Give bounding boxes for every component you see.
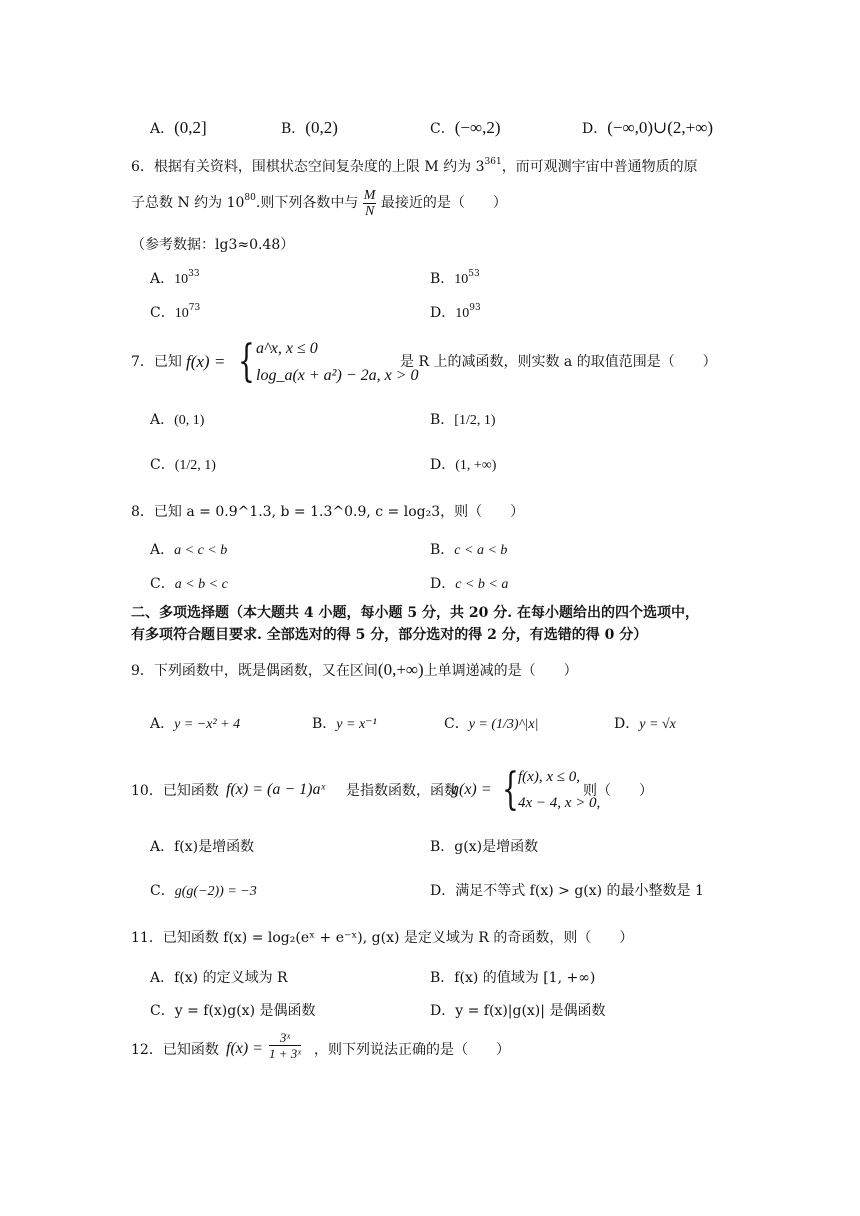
q5-option-d-text: (−∞,0)∪(2,+∞)	[607, 118, 714, 137]
q11-stem: 11．已知函数 f(x) = log₂(eˣ + e⁻ˣ), g(x) 是定义域为 R 的奇函数，则（ ）	[131, 930, 634, 946]
q6-line2-mid: .则下列各数中与	[255, 195, 359, 211]
q6-option-b-exponent: 53	[468, 269, 480, 279]
q8-option-a-label: A．	[150, 542, 175, 558]
q12-fraction	[269, 1030, 301, 1061]
q6-option-d	[430, 303, 481, 321]
q10-option-c	[150, 884, 257, 899]
q10-f-definition: f(x) = (a − 1)aˣ	[226, 781, 325, 798]
q8-option-d	[430, 577, 508, 592]
q8-stem: 8．已知 a = 0.9^1.3, b = 1.3^0.9, c = log₂3，则（ ）	[131, 504, 525, 520]
q6-stem-line1	[131, 157, 698, 175]
q9-option-b-text: y = x⁻¹	[336, 717, 377, 732]
q7-suffix: 是 R 上的减函数，则实数 a 的取值范围是（ ）	[400, 354, 717, 370]
q7-option-c	[150, 458, 216, 473]
q10-case2: 4x − 4, x > 0,	[518, 795, 601, 811]
q6-option-a-base: 10	[174, 272, 189, 287]
q10-case1: f(x), x ≤ 0,	[518, 769, 580, 785]
q7-option-b-label: B．	[430, 412, 455, 428]
q9-option-a-label: A．	[150, 716, 175, 732]
q11-option-b-text: f(x) 的值域为 [1, +∞)	[454, 970, 596, 986]
q7-brace: {	[238, 336, 255, 387]
q9-option-a-text: y = −x² + 4	[174, 717, 241, 732]
q8-option-b-text: c < a < b	[454, 543, 508, 558]
q8-option-b	[430, 543, 507, 558]
q6-option-d-exponent: 93	[469, 303, 481, 313]
q8-option-b-label: B．	[430, 542, 455, 558]
q10-option-b	[430, 840, 538, 854]
q9-option-d	[614, 717, 676, 732]
q12-fraction-numerator: 3ˣ	[269, 1030, 301, 1046]
q10-suffix: 则（ ）	[583, 783, 653, 799]
q11-option-d-text: y = f(x)|g(x)| 是偶函数	[455, 1003, 606, 1019]
q7-case2: log_a(x + a²) − 2a, x > 0	[256, 367, 419, 384]
q5-option-d-label: D．	[582, 121, 608, 137]
q9-option-b	[312, 717, 377, 732]
q6-line2-text: 子总数 N 约为 10	[131, 195, 245, 211]
q10-option-c-label: C．	[150, 883, 175, 899]
q9-stem-text: 9．下列函数中，既是偶函数，又在区间	[131, 663, 378, 679]
q11-option-c-label: C．	[150, 1003, 175, 1019]
q7-option-c-text: (1/2, 1)	[174, 458, 216, 473]
q6-line1-tail: ，而可观测宇宙中普通物质的原	[501, 159, 698, 175]
q8-option-c-label: C．	[150, 576, 175, 592]
q9-option-c	[444, 717, 538, 732]
q6-line2-end: 最接近的是（ ）	[380, 195, 507, 211]
q10-option-a-text: f(x)是增函数	[174, 839, 255, 855]
q5-option-b-text: (0,2)	[305, 118, 338, 137]
q9-stem	[131, 661, 578, 678]
q11-option-d	[430, 1004, 605, 1018]
q5-option-a-label: A．	[150, 121, 175, 137]
q10-option-b-text: g(x)是增函数	[454, 839, 539, 855]
q5-option-c-label: C．	[430, 121, 455, 137]
q6-reference-data: （参考数据：lg3≈0.48）	[131, 237, 295, 253]
q10-brace: {	[502, 764, 519, 815]
q11-option-b	[430, 971, 595, 985]
q12-fraction-denominator: 1 + 3ˣ	[269, 1046, 301, 1061]
q11-option-a-label: A．	[150, 970, 175, 986]
q10-mid: 是指数函数，函数	[346, 783, 458, 799]
q6-line2-exponent: 80	[244, 193, 256, 203]
q11-option-a	[150, 971, 288, 985]
q9-interval: (0,+∞)	[377, 660, 424, 679]
q6-fraction-denominator: N	[364, 203, 375, 219]
q7-function-name: f(x) =	[186, 352, 226, 371]
q6-option-b-base: 10	[454, 272, 469, 287]
q8-option-c	[150, 577, 228, 592]
q10-option-b-label: B．	[430, 839, 455, 855]
q10-g-definition: g(x) =	[451, 781, 492, 798]
q7-option-d	[430, 458, 496, 473]
q8-option-d-text: c < b < a	[455, 577, 509, 592]
q10-option-a	[150, 840, 254, 854]
q5-option-b-label: B．	[281, 121, 306, 137]
q10-option-a-label: A．	[150, 839, 175, 855]
q6-option-c-exponent: 73	[188, 303, 201, 313]
q6-option-d-label: D．	[430, 305, 456, 321]
q6-option-b	[430, 269, 480, 287]
q5-option-a-text: (0,2]	[174, 118, 207, 137]
section2-heading-line2: 有多项符合题目要求. 全部选对的得 5 分，部分选对的得 2 分，有选错的得 0 分）	[131, 627, 648, 643]
q5-option-b	[281, 119, 338, 136]
q9-option-c-label: C．	[444, 716, 469, 732]
q11-option-b-label: B．	[430, 970, 455, 986]
q5-option-d	[582, 119, 713, 136]
q12-function-name: f(x) =	[226, 1040, 263, 1057]
q7-option-a	[150, 413, 204, 428]
q9-option-c-text: y = (1/3)^|x|	[468, 717, 539, 732]
q6-stem-line2	[131, 183, 507, 225]
q11-option-a-text: f(x) 的定义域为 R	[174, 970, 288, 986]
q10-option-d	[430, 884, 704, 898]
q6-option-b-label: B．	[430, 271, 455, 287]
q6-fraction	[363, 188, 377, 219]
q9-option-b-label: B．	[312, 716, 337, 732]
q7-option-a-label: A．	[150, 412, 175, 428]
q7-option-d-text: (1, +∞)	[455, 458, 497, 473]
q10-prefix: 10．已知函数	[131, 783, 219, 799]
q6-option-a-exponent: 33	[188, 269, 200, 279]
q5-option-c-text: (−∞,2)	[454, 118, 501, 137]
q6-option-d-base: 10	[455, 306, 470, 321]
q8-option-a-text: a < c < b	[174, 543, 228, 558]
q11-option-c-text: y = f(x)g(x) 是偶函数	[174, 1003, 316, 1019]
q6-option-c-base: 10	[174, 306, 189, 321]
section2-heading-line1: 二、多项选择题（本大题共 4 小题，每小题 5 分，共 20 分. 在每小题给出的四个选项中，	[131, 605, 699, 621]
q6-option-c	[150, 303, 201, 321]
q7-option-b-text: [1/2, 1)	[454, 413, 496, 428]
q6-line1-exponent: 361	[484, 157, 502, 167]
q6-line1-text: 6．根据有关资料，围棋状态空间复杂度的上限 M 约为 3	[131, 159, 485, 175]
q12-prefix: 12．已知函数	[131, 1042, 219, 1058]
q6-option-a	[150, 269, 200, 287]
q7-option-c-label: C．	[150, 457, 175, 473]
q7-option-b	[430, 413, 496, 428]
q11-option-c	[150, 1004, 316, 1018]
q10-option-d-text: 满足不等式 f(x) > g(x) 的最小整数是 1	[455, 883, 704, 899]
q5-option-a	[150, 119, 207, 136]
q9-option-d-label: D．	[614, 716, 640, 732]
q8-option-d-label: D．	[430, 576, 456, 592]
q7-prefix: 7．已知	[131, 354, 182, 370]
q7-option-a-text: (0, 1)	[174, 413, 205, 428]
q9-option-d-text: y = √x	[639, 717, 676, 732]
q7-case1: a^x, x ≤ 0	[256, 340, 318, 357]
q7-option-d-label: D．	[430, 457, 456, 473]
q10-option-c-text: g(g(−2)) = −3	[174, 884, 257, 899]
q11-option-d-label: D．	[430, 1003, 456, 1019]
q9-option-a	[150, 717, 240, 732]
q8-option-a	[150, 543, 227, 558]
q6-fraction-numerator: M	[363, 187, 376, 203]
q6-option-c-label: C．	[150, 305, 175, 321]
q9-stem-end: 上单调递减的是（ ）	[423, 663, 578, 679]
q8-option-c-text: a < b < c	[174, 577, 228, 592]
q12-suffix: ，则下列说法正确的是（ ）	[314, 1042, 510, 1058]
q6-option-a-label: A．	[150, 271, 175, 287]
q5-option-c	[430, 119, 501, 136]
q10-option-d-label: D．	[430, 883, 456, 899]
